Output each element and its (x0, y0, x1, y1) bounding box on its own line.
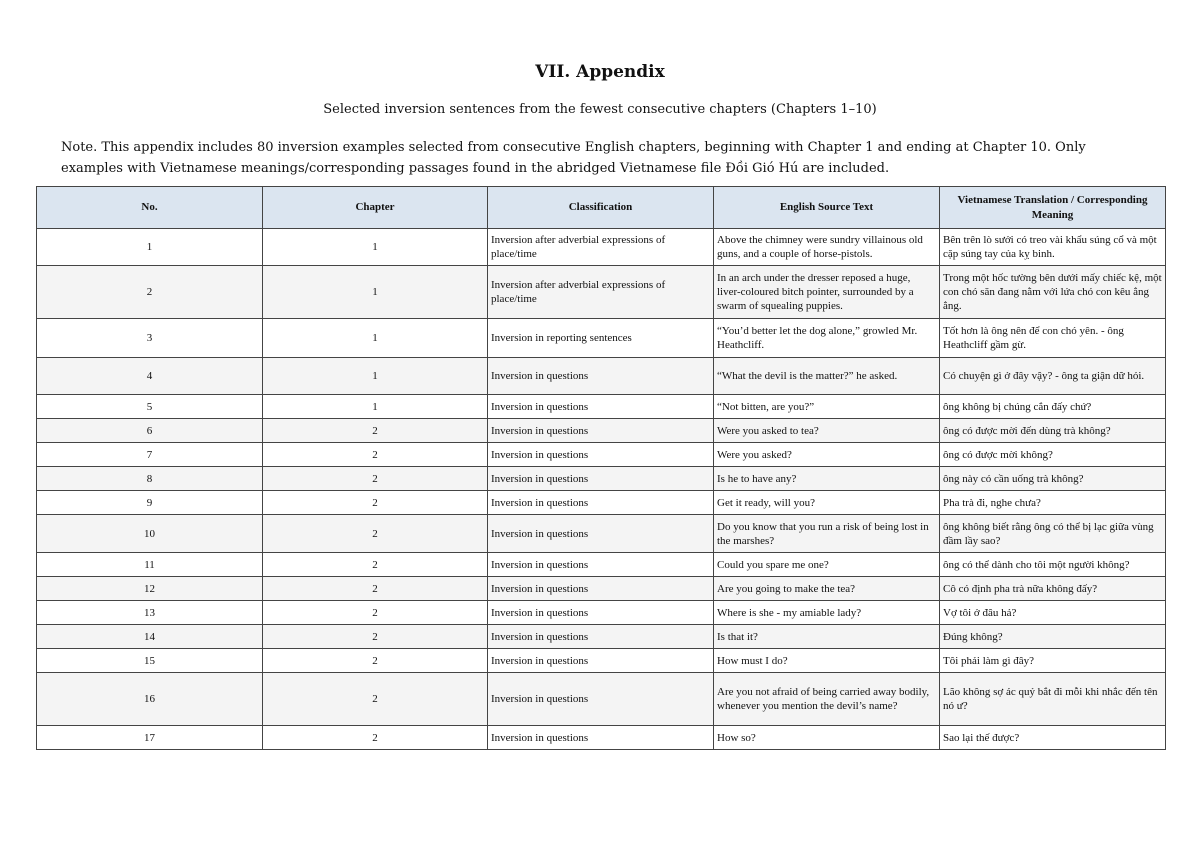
cell-classification: Inversion in questions (488, 358, 714, 395)
cell-classification: Inversion in questions (488, 419, 714, 443)
table-row (37, 726, 1166, 750)
cell-chapter: 2 (263, 419, 488, 443)
cell-english-source: “Not bitten, are you?” (714, 395, 940, 419)
cell-vietnamese-translation: Trong một hốc tường bên dưới mấy chiếc kệ, một con chó săn đang nằm với lứa chó con kêu ẳng ẳng. (940, 266, 1166, 319)
cell-chapter: 2 (263, 577, 488, 601)
cell-chapter: 2 (263, 673, 488, 726)
cell-vietnamese-translation: Sao lại thế được? (940, 726, 1166, 750)
cell-vietnamese-translation: Tốt hơn là ông nên để con chó yên. - ông Heathcliff gầm gừ. (940, 319, 1166, 358)
column-header-classification: Classification (488, 187, 714, 229)
column-header-no: No. (37, 187, 263, 229)
cell-english-source: In an arch under the dresser reposed a huge, liver-coloured bitch pointer, surrounded by a swarm of squealing puppies. (714, 266, 940, 319)
cell-english-source: How must I do? (714, 649, 940, 673)
cell-classification: Inversion in questions (488, 491, 714, 515)
table-row (37, 395, 1166, 419)
cell-chapter: 2 (263, 726, 488, 750)
cell-no: 6 (37, 419, 263, 443)
cell-chapter: 1 (263, 358, 488, 395)
table-row (37, 491, 1166, 515)
cell-vietnamese-translation: Bên trên lò sưởi có treo vài khẩu súng cổ và một cặp súng tay của kỵ binh. (940, 229, 1166, 266)
cell-vietnamese-translation: ông này có cần uống trà không? (940, 467, 1166, 491)
table-row (37, 553, 1166, 577)
cell-chapter: 1 (263, 395, 488, 419)
cell-classification: Inversion in questions (488, 726, 714, 750)
cell-no: 3 (37, 319, 263, 358)
cell-no: 1 (37, 229, 263, 266)
cell-no: 12 (37, 577, 263, 601)
cell-vietnamese-translation: Lão không sợ ác quỷ bắt đi mỗi khi nhắc đến tên nó ư? (940, 673, 1166, 726)
cell-english-source: Get it ready, will you? (714, 491, 940, 515)
cell-english-source: Do you know that you run a risk of being lost in the marshes? (714, 515, 940, 553)
table-header-row (37, 187, 1166, 229)
cell-chapter: 2 (263, 491, 488, 515)
cell-classification: Inversion in questions (488, 601, 714, 625)
cell-chapter: 2 (263, 443, 488, 467)
cell-classification: Inversion in questions (488, 443, 714, 467)
cell-vietnamese-translation: ông không biết rằng ông có thể bị lạc giữa vùng đầm lầy sao? (940, 515, 1166, 553)
cell-no: 10 (37, 515, 263, 553)
cell-no: 14 (37, 625, 263, 649)
cell-no: 4 (37, 358, 263, 395)
cell-no: 8 (37, 467, 263, 491)
cell-english-source: Is that it? (714, 625, 940, 649)
cell-vietnamese-translation: Cô có định pha trà nữa không đấy? (940, 577, 1166, 601)
table-row (37, 467, 1166, 491)
page-title: VII. Appendix (535, 62, 665, 82)
cell-english-source: Is he to have any? (714, 467, 940, 491)
cell-english-source: Are you not afraid of being carried away bodily, whenever you mention the devil’s name? (714, 673, 940, 726)
cell-classification: Inversion in questions (488, 673, 714, 726)
cell-english-source: “What the devil is the matter?” he asked. (714, 358, 940, 395)
table-body (37, 229, 1166, 750)
cell-vietnamese-translation: Pha trà đi, nghe chưa? (940, 491, 1166, 515)
table-row (37, 649, 1166, 673)
cell-no: 5 (37, 395, 263, 419)
cell-classification: Inversion after adverbial expressions of place/time (488, 229, 714, 266)
cell-classification: Inversion in questions (488, 553, 714, 577)
cell-english-source: How so? (714, 726, 940, 750)
appendix-note: Note. This appendix includes 80 inversion examples selected from consecutive English chapters, beginning with Chapter 1 and ending at Chapter 10. Only examples with Vietnamese meanings/corresponding passages found in the abridged Vietnamese file Đồi Gió Hú are included. (61, 140, 1086, 176)
table-row (37, 625, 1166, 649)
cell-vietnamese-translation: Vợ tôi ở đâu hả? (940, 601, 1166, 625)
table-row (37, 358, 1166, 395)
table-row (37, 229, 1166, 266)
cell-english-source: Were you asked? (714, 443, 940, 467)
page-subtitle: Selected inversion sentences from the fewest consecutive chapters (Chapters 1–10) (323, 102, 877, 117)
cell-chapter: 1 (263, 266, 488, 319)
cell-no: 13 (37, 601, 263, 625)
cell-no: 9 (37, 491, 263, 515)
cell-vietnamese-translation: ông có thể dành cho tôi một người không? (940, 553, 1166, 577)
cell-vietnamese-translation: Tôi phải làm gì đây? (940, 649, 1166, 673)
column-header-chapter: Chapter (263, 187, 488, 229)
appendix-table (36, 186, 1166, 750)
cell-classification: Inversion in reporting sentences (488, 319, 714, 358)
cell-english-source: Where is she - my amiable lady? (714, 601, 940, 625)
table-row (37, 319, 1166, 358)
cell-vietnamese-translation: ông có được mời đến dùng trà không? (940, 419, 1166, 443)
table-row (37, 577, 1166, 601)
cell-vietnamese-translation: ông không bị chúng cắn đấy chứ? (940, 395, 1166, 419)
cell-chapter: 2 (263, 649, 488, 673)
cell-english-source: “You’d better let the dog alone,” growled Mr. Heathcliff. (714, 319, 940, 358)
cell-classification: Inversion in questions (488, 515, 714, 553)
table-row (37, 443, 1166, 467)
cell-classification: Inversion in questions (488, 577, 714, 601)
cell-vietnamese-translation: Đúng không? (940, 625, 1166, 649)
cell-chapter: 2 (263, 625, 488, 649)
column-header-english-source: English Source Text (714, 187, 940, 229)
cell-no: 11 (37, 553, 263, 577)
cell-english-source: Are you going to make the tea? (714, 577, 940, 601)
cell-chapter: 1 (263, 229, 488, 266)
table-row (37, 419, 1166, 443)
cell-english-source: Were you asked to tea? (714, 419, 940, 443)
cell-classification: Inversion after adverbial expressions of place/time (488, 266, 714, 319)
cell-classification: Inversion in questions (488, 395, 714, 419)
table-row (37, 673, 1166, 726)
cell-vietnamese-translation: Có chuyện gì ở đây vậy? - ông ta giận dữ hỏi. (940, 358, 1166, 395)
table-row (37, 601, 1166, 625)
cell-chapter: 2 (263, 601, 488, 625)
cell-classification: Inversion in questions (488, 649, 714, 673)
column-header-vietnamese-translation: Vietnamese Translation / Corresponding Meaning (940, 187, 1166, 229)
table-row (37, 266, 1166, 319)
cell-english-source: Above the chimney were sundry villainous old guns, and a couple of horse-pistols. (714, 229, 940, 266)
cell-classification: Inversion in questions (488, 467, 714, 491)
cell-classification: Inversion in questions (488, 625, 714, 649)
cell-chapter: 1 (263, 319, 488, 358)
cell-no: 17 (37, 726, 263, 750)
cell-no: 16 (37, 673, 263, 726)
cell-no: 2 (37, 266, 263, 319)
cell-english-source: Could you spare me one? (714, 553, 940, 577)
cell-chapter: 2 (263, 467, 488, 491)
cell-vietnamese-translation: ông có được mời không? (940, 443, 1166, 467)
cell-no: 7 (37, 443, 263, 467)
cell-chapter: 2 (263, 515, 488, 553)
cell-chapter: 2 (263, 553, 488, 577)
table-row (37, 515, 1166, 553)
cell-no: 15 (37, 649, 263, 673)
